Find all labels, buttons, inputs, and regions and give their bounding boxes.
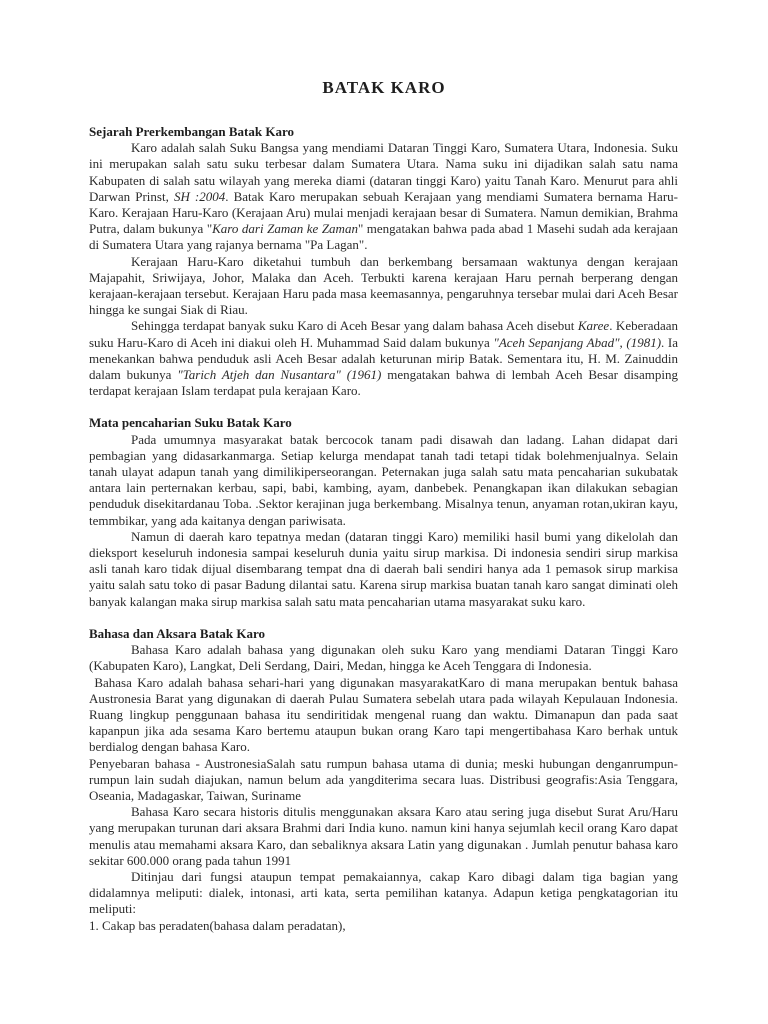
italic-text: Karo dari Zaman ke Zaman xyxy=(212,221,358,237)
paragraph xyxy=(89,529,678,610)
document-title: BATAK KARO xyxy=(322,78,446,97)
paragraph xyxy=(89,254,678,319)
section-bahasa-aksara xyxy=(89,625,682,934)
text-run: . Keberadaan suku Haru-Karo di Aceh ini diakui oleh H. Muhammad Said dalam bukunya xyxy=(89,318,679,350)
list-item: 1. Cakap bas peradaten(bahasa dalam peradatan), xyxy=(89,917,346,933)
italic-text: Karee xyxy=(577,318,610,334)
text-run: Sehingga terdapat banyak suku Karo di Aceh Besar yang dalam bahasa Aceh disebut xyxy=(131,318,578,334)
italic-text: SH :2004 xyxy=(173,188,226,204)
paragraph xyxy=(89,804,678,869)
paragraph xyxy=(89,642,678,674)
paragraph xyxy=(89,869,678,918)
text-run: Penyebaran bahasa - AustronesiaSalah satu rumpun bahasa utama di dunia; meski hubungan denganrumpun-rumpun lain sudah diajukan, namun belum ada yangditerima secara luas. Distribusi geografis:Asia Tenggara, Oseania, Madagaskar, Taiwan, Suriname xyxy=(89,755,678,803)
text-run: Bahasa Karo adalah bahasa sehari-hari yang digunakan masyarakatKaro di mana merupakan bentuk bahasa Austronesia Barat yang digunakan di daerah Pulau Sumatera sebelah utara pada wilayah Kepulauan Indonesia. Ruang lingkup penggunaan bahasa itu sendiritidak mengenal ruang dan waktu. Dimanapun dan pada saat kapanpun jika ada sesama Karo bertemu ataupun bukan orang Karo tapi mengertibahasa Karo berhak untuk berdialog dengan bahasa Karo. xyxy=(89,674,682,755)
italic-text: "Aceh Sepanjang Abad", (1981) xyxy=(493,334,662,350)
paragraph xyxy=(89,432,678,529)
text-run: Bahasa Karo secara historis ditulis menggunakan aksara Karo atau sering juga disebut Surat Aru/Haru yang merupakan turunan dari aksara Brahmi dari India kuno. namun kini hanya sejumlah kecil orang Karo dapat menulis atau memahami aksara Karo, dan sebaliknya aksara Latin yang digunakan . Jumlah penutur bahasa karo sekitar 600.000 orang pada tahun 1991 xyxy=(89,804,678,868)
paragraph xyxy=(89,140,678,253)
text-run: Bahasa Karo adalah bahasa yang digunakan oleh suku Karo yang mendiami Dataran Tinggi Karo (Kabupaten Karo), Langkat, Deli Serdang, Dairi, Medan, hingga ke Aceh Tenggara di Indonesia. xyxy=(89,642,678,674)
text-run: " mengatakan bahwa pada abad 1 Masehi sudah ada kerajaan di Sumatera Utara yang rajanya bernama "Pa Lagan". xyxy=(89,221,679,253)
document-body xyxy=(89,124,682,934)
paragraph xyxy=(89,756,678,805)
paragraph xyxy=(89,318,678,399)
text-run: . Batak Karo merupakan sebuah Kerajaan yang mendiami Sumatera bernama Haru- Karo. Kerajaan Haru-Karo (Kerajaan Aru) mulai menjadi kerajaan besar di Sumatera. Namun demikian, Brahma Putra, dalam bukunya " xyxy=(89,188,678,237)
section-mata-pencaharian xyxy=(89,415,678,609)
text-run: Kerajaan Haru-Karo diketahui tumbuh dan berkembang bersamaan waktunya dengan kerajaan Majapahit, Sriwijaya, Johor, Malaka dan Aceh. Terbukti karena kerajaan Haru pernah berperang dengan kerajaan-kerajaan tersebut. Kerajaan Haru pada masa keemasannya, pengaruhnya tersebar mulai dari Aceh Besar hingga ke sungai Siak di Riau. xyxy=(89,253,678,318)
text-run: mengatakan bahwa di lembah Aceh Besar disamping terdapat kerajaan Islam terdapat pula kerajaan Karo. xyxy=(89,367,678,399)
paragraph xyxy=(89,674,682,756)
text-run: Ditinjau dari fungsi ataupun tempat pemakaiannya, cakap Karo dibagi dalam tiga bagian yang didalamnya meliputi: dialek, intonasi, arti kata, serta pemilihan katanya. Adapun ketiga pengkatagorian itu meliputi: xyxy=(89,868,678,917)
italic-text: "Tarich Atjeh dan Nusantara" (1961) xyxy=(177,367,382,383)
section-heading: Bahasa dan Aksara Batak Karo xyxy=(89,625,266,641)
section-sejarah xyxy=(89,124,678,399)
section-heading: Sejarah Prerkembangan Batak Karo xyxy=(89,124,294,139)
text-run: . Ia menekankan bahwa penduduk asli Aceh Besar adalah keturunan mirip Batak. Sementara itu, H. M. Zainuddin dalam bukunya xyxy=(89,334,678,383)
section-heading: Mata pencaharian Suku Batak Karo xyxy=(89,415,292,431)
text-run: Karo adalah salah Suku Bangsa yang mendiami Dataran Tinggi Karo, Sumatera Utara, Indonesia. Suku ini merupakan salah satu suku terbesar dalam Sumatera Utara. Nama suku ini dijadikan salah satu nama Kabupaten di salah satu wilayah yang mereka diami (dataran tinggi Karo) yaitu Tanah Karo. Menurut para ahli Darwan Prinst, xyxy=(89,140,678,204)
text-run: Pada umumnya masyarakat batak bercocok tanam padi disawah dan ladang. Lahan didapat dari pembagian yang didasarkanmarga. Setiap kelurga mendapat tanah tadi tetapi tidak bolehmenjualnya. Selain tanah ulayat adapun tanah yang dimilikiperseorangan. Peternakan juga salah satu mata pencaharian sukubatak antara lain perternakan kerbau, sapi, babi, kambing, ayam, danbebek. Penangkapan ikan dilakukan sebagian penduduk disekitardanau Toba. .Sektor kerajinan juga berkembang. Misalnya tenun, anyaman rotan,ukiran kayu, temmbikar, yang ada kaitanya dengan pariwisata. xyxy=(89,431,678,528)
text-run: Namun di daerah karo tepatnya medan (dataran tinggi Karo) memiliki hasil bumi yang dikelolah dan dieksport keseluruh indonesia sampai keseluruh dunia yaitu sirup markisa. Di indonesia sendiri sirup markisa asli tanah karo tidak dijual disembarang tempat dna di daerah bali sendiri hanya ada 1 pemasok sirup markisa yaitu salah satu toko di pasar Badung dilantai satu. Karena sirup markisa buatan tanah karo sangat diminati oleh banyak kalangan maka sirup markisa salah satu mata pencaharian utama masyarakat suku karo. xyxy=(89,528,678,609)
